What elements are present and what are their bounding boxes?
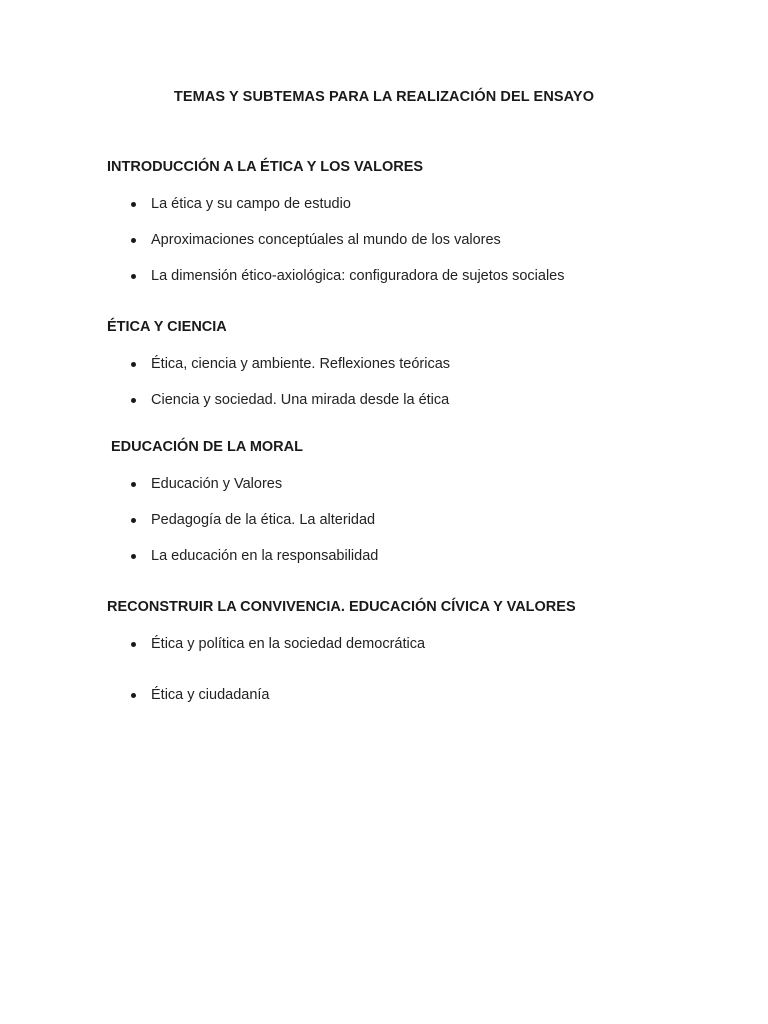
bullet-icon (131, 693, 136, 698)
list-item-text: Ética y política en la sociedad democrática (151, 636, 426, 652)
list-item-text: Pedagogía de la ética. La alteridad (151, 512, 376, 528)
section-heading-etica-ciencia: ÉTICA Y CIENCIA (107, 319, 227, 335)
section-heading-educacion-moral: EDUCACIÓN DE LA MORAL (111, 439, 303, 455)
document-title: TEMAS Y SUBTEMAS PARA LA REALIZACIÓN DEL ENSAYO (173, 89, 595, 105)
list-item-text: Ciencia y sociedad. Una mirada desde la ética (151, 392, 450, 408)
bullet-icon (131, 238, 136, 243)
bullet-icon (131, 202, 136, 207)
list-item (151, 196, 351, 212)
bullet-icon (131, 518, 136, 523)
bullet-icon (131, 482, 136, 487)
list-item (151, 476, 282, 492)
section-heading-reconstruir-convivencia: RECONSTRUIR LA CONVIVENCIA. EDUCACIÓN CÍVICA Y VALORES (107, 599, 576, 615)
list-item-text: La educación en la responsabilidad (151, 548, 379, 564)
bullet-icon (131, 398, 136, 403)
list-item-text: Educación y Valores (151, 476, 283, 492)
list-item (151, 512, 375, 528)
section-heading-introduccion: INTRODUCCIÓN A LA ÉTICA Y LOS VALORES (107, 159, 424, 175)
list-item-text: Aproximaciones conceptúales al mundo de los valores (151, 232, 501, 248)
bullet-icon (131, 274, 136, 279)
list-item (151, 548, 378, 564)
list-item-text: Ética, ciencia y ambiente. Reflexiones teóricas (151, 356, 451, 372)
list-item (151, 636, 425, 652)
list-item (151, 392, 449, 408)
list-item (151, 687, 270, 703)
bullet-icon (131, 554, 136, 559)
list-item (151, 268, 565, 284)
list-item-text: Ética y ciudadanía (151, 687, 270, 703)
list-item (151, 232, 501, 248)
bullet-icon (131, 642, 136, 647)
list-item-text: La dimensión ético-axiológica: configuradora de sujetos sociales (151, 268, 565, 284)
bullet-icon (131, 362, 136, 367)
list-item (151, 356, 450, 372)
list-item-text: La ética y su campo de estudio (151, 196, 351, 212)
